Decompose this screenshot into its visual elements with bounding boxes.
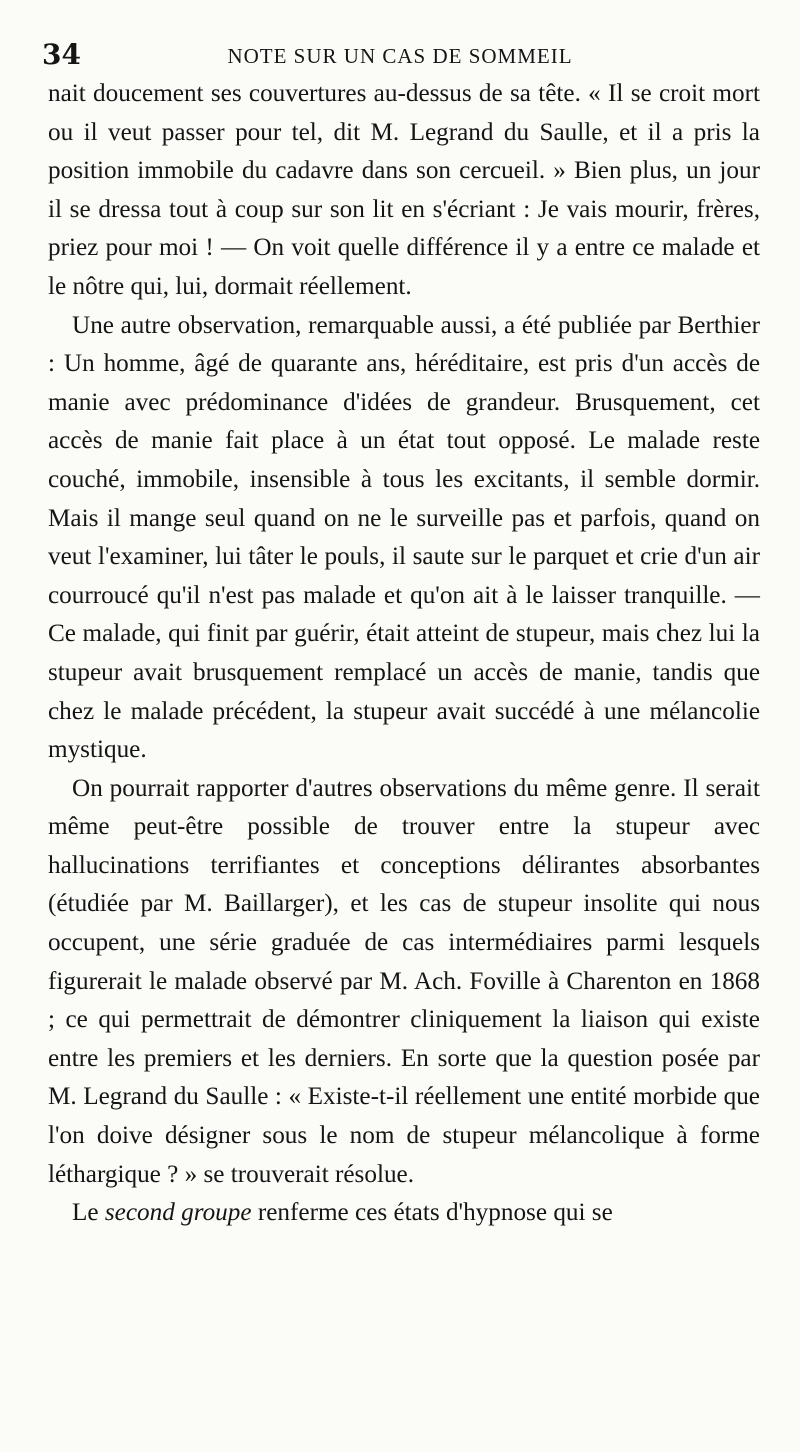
second-group-lead: Le	[72, 1199, 99, 1227]
paragraph-berthier-observation: Une autre observation, remarquable aussi, a été publiée par Berthier : Un homme, âgé de quarante ans, héréditaire, est pris d'un accès de manie avec prédominance d'idées de grandeur. Brusquement, cet accès de manie fait place à un état tout opposé. Le malade reste couché, immobile, insensible à tous les excitants, il semble dormir. Mais il mange seul quand on ne le surveille pas et parfois, quand on veut l'examiner, lui tâter le pouls, il saute sur le parquet et crie d'un air courroucé qu'il n'est pas malade et qu'on ait à le laisser tranquille. — Ce malade, qui finit par guérir, était atteint de stupeur, mais chez lui la stupeur avait brusquement remplacé un accès de manie, tandis que chez le malade précédent, la stupeur avait succédé à une mélancolie mystique.	[48, 311, 760, 764]
paragraph-second-group	[48, 1194, 760, 1233]
page-number: 34	[42, 38, 81, 71]
second-group-italic: second groupe	[104, 1199, 252, 1227]
paragraph-other-observations: On pourrait rapporter d'autres observations du même genre. Il serait même peut-être possible de trouver entre la stupeur avec hallucinations terrifiantes et conceptions délirantes absorbantes (étudiée par M. Baillarger), et les cas de stupeur insolite qui nous occupent, une série graduée de cas intermédiaires parmi lesquels figurerait le malade observé par M. Ach. Foville à Charenton en 1868 ; ce qui permettrait de démontrer cliniquement la liaison qui existe entre les premiers et les derniers. En sorte que la question posée par M. Legrand du Saulle : « Existe-t-il réellement une entité morbide que l'on doive désigner sous le nom de stupeur mélancolique à forme léthargique ? » se trouverait résolue.	[48, 774, 760, 1188]
body-text	[48, 75, 760, 1233]
running-title: NOTE SUR UN CAS DE SOMMEIL	[227, 44, 573, 68]
running-head	[38, 40, 762, 70]
paragraph-continuation: nait doucement ses couvertures au-dessus de sa tête. « Il se croit mort ou il veut passer pour tel, dit M. Legrand du Saulle, et il a pris la position immobile du cadavre dans son cercueil. » Bien plus, un jour il se dressa tout à coup sur son lit en s'écriant : Je vais mourir, frères, priez pour moi ! — On voit quelle différence il y a entre ce malade et le nôtre qui, lui, dormait réellement.	[48, 80, 760, 300]
second-group-rest: renferme ces états d'hypnose qui se	[257, 1199, 613, 1227]
